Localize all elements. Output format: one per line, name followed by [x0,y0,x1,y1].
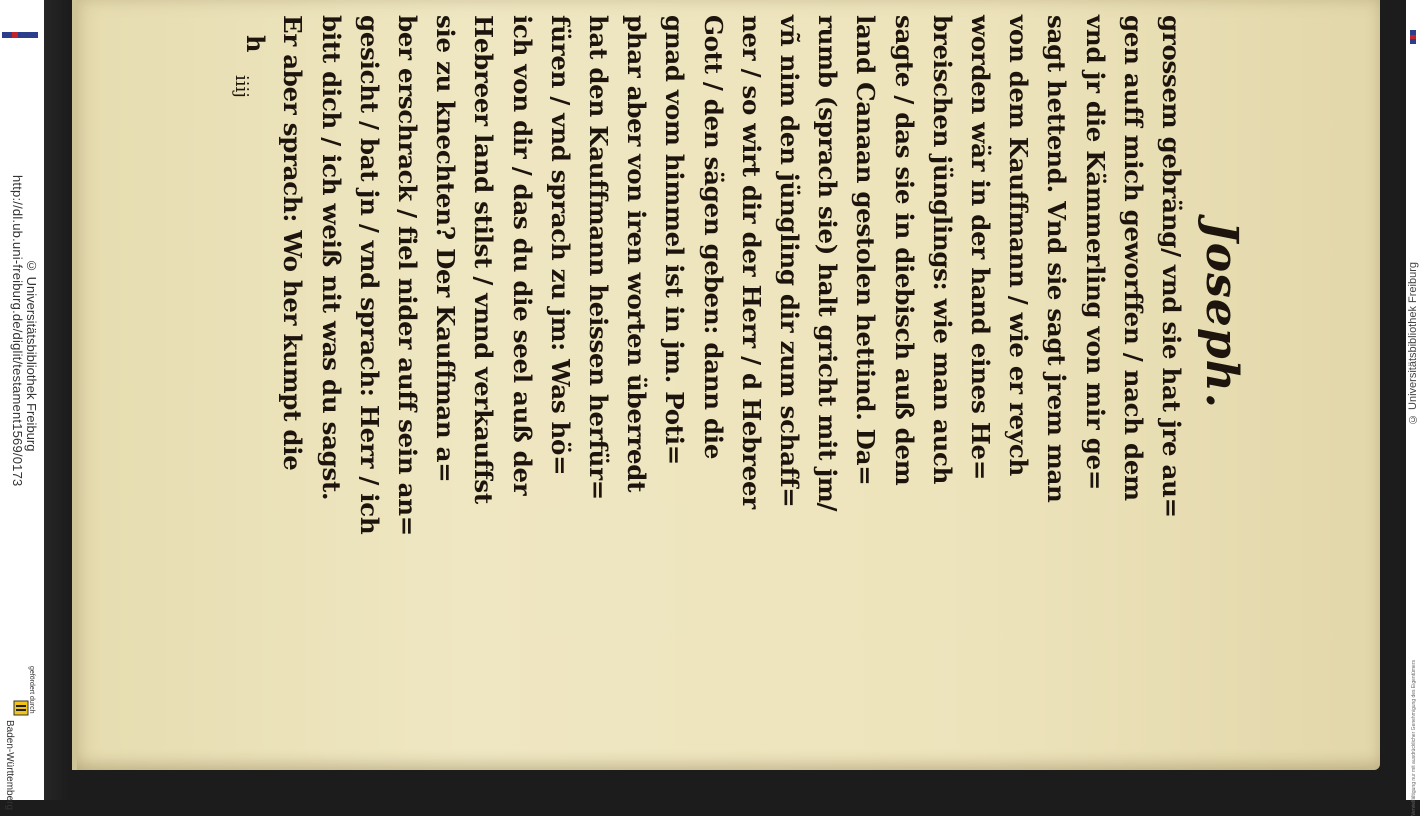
text-line: phar aber von iren worten überredt [622,15,652,493]
source-url[interactable]: http://dl.ub.uni-freiburg.de/diglit/testament1569/0173 [10,175,25,487]
signature-mark: h [241,35,271,53]
page-text [233,15,1247,615]
page-heading: Joseph. [1195,220,1247,409]
text-line: vñ nim den jüngling dir zum schaff= [774,15,804,508]
funding-org: Baden-Württemberg [4,720,15,811]
text-line: Hebreer land stilst / vnnd verkauffst [469,15,499,504]
text-line: sagte / das sie in diebisch auß dem [889,15,919,486]
text-line: rumb (sprach sie) halt gricht mit jm/ [813,15,843,512]
text-line: bitt dich / ich weiß nit was du sagst. [316,15,346,501]
text-lines [273,15,1190,615]
right-fine-print: Vervielfältigung nur mit ausdrücklicher Genehmigung des Eigentümers [1411,660,1417,816]
text-line: sagt hettend. Vnd sie sagt jrem man [1042,15,1072,503]
text-line: ner / so wirt dir der Herr / d Hebreer [736,15,766,509]
scan-background [44,0,72,800]
copyright-text: © Universitätsbibliothek Freiburg [24,258,39,452]
color-calibration-marker-right [1408,30,1418,44]
page-edge [72,0,77,770]
coat-of-arms-icon [11,698,31,718]
viewer-left-strip [0,0,44,811]
funding-label: gefördert durch [28,666,35,714]
text-line: füren / vnd sprach zu jm: Was hö= [545,15,575,476]
text-line: gesicht / bat jn / vnd sprach: Herr / ich [354,15,384,535]
signature-number: iiij [231,75,253,98]
marker-blue-bar-2 [18,32,38,38]
text-line: von dem Kauffmann / wie er reych [1004,15,1034,476]
text-line: Er aber sprach: Wo her kumpt die [278,15,308,471]
text-line: worden wär in der hand eines He= [965,15,995,481]
signature-row [233,15,273,615]
text-line: gnad vom himmel ist in jm. Poti= [660,15,690,466]
text-line: grossem gebräng/ vnd sie hat jre au= [1156,15,1186,518]
text-line: vnd jr die Kämmerling von mir ge= [1080,15,1110,491]
text-line: sie zu knechten? Der Kauffman a= [431,15,461,483]
text-line: breischen jünglings: wie man auch [927,15,957,485]
text-line: gen auff mich geworffen / nach dem [1118,15,1148,501]
viewer-right-strip [1406,0,1420,816]
text-line: hat den Kauffmann heissen herfür= [583,15,613,501]
marker-blue-bar [2,32,12,38]
text-line: ber erschrack / fiel nider auff sein an= [392,15,422,536]
text-line: land Canaan gestolen hettind. Da= [851,15,881,486]
right-copyright: © Universitätsbibliothek Freiburg [1407,262,1419,426]
text-line: ich von dir / das du die seel auß der [507,15,537,496]
text-line: Gott / den sägen geben: dann die [698,15,728,460]
color-calibration-marker [2,30,38,40]
funding-logo [2,666,42,811]
